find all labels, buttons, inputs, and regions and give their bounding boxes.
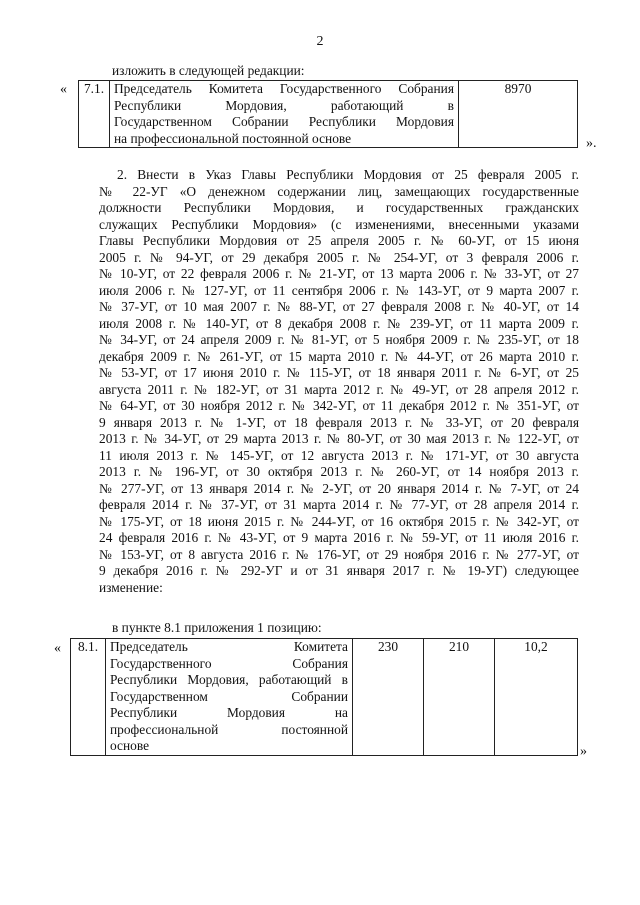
value-col3: 10,2 (495, 639, 578, 756)
paragraph-line: № 153-УГ, от 8 августа 2016 г. № 176-УГ, от 29 ноября 2016 г. № 277-УГ, от (99, 546, 579, 562)
paragraph-line: 24 февраля 2016 г. № 43-УГ, от 9 марта 2016 г. № 59-УГ, от 11 июля 2016 г. (99, 530, 579, 545)
table1-close-quote: ». (586, 136, 597, 151)
row-number: 7.1. (79, 81, 110, 148)
page-number: 2 (316, 34, 324, 49)
position-title-line: основе (110, 738, 150, 753)
paragraph-line: 2. Внести в Указ Главы Республики Мордовия от 25 февраля 2005 г. (117, 167, 579, 182)
paragraph-line: № 37-УГ, от 10 мая 2007 г. № 88-УГ, от 27 февраля 2008 г. № 40-УГ, от 14 (99, 299, 579, 314)
position-title-line: Республики Мордовия, работающий в (110, 672, 348, 687)
paragraph-line: должности Республики Мордовия, и государственных гражданских (99, 200, 579, 215)
position-title (110, 81, 459, 148)
paragraph-line: 2013 г. № 34-УГ, от 29 марта 2013 г. № 80-УГ, от 30 мая 2013 г. № 122-УГ, от (99, 431, 579, 446)
position-title-line: Государственном Собрании (110, 688, 348, 704)
paragraph-line: № 175-УГ, от 18 июня 2015 г. № 244-УГ, от 16 октября 2015 г. № 342-УГ, от (99, 513, 579, 529)
paragraph-line: 9 декабря 2016 г. № 292-УГ и от 31 января 2017 г. № 19-УГ) следующее (99, 563, 579, 578)
paragraph-line: № 34-УГ, от 24 апреля 2009 г. № 81-УГ, от 5 ноября 2009 г. № 235-УГ, от 18 (99, 332, 579, 347)
paragraph-line: декабря 2009 г. № 261-УГ, от 15 марта 2010 г. № 44-УГ, от 26 марта 2010 г. (99, 348, 579, 364)
paragraph-line: 11 июля 2013 г. № 145-УГ, от 12 августа 2013 г. № 171-УГ, от 30 августа (99, 447, 579, 463)
paragraph-2 (99, 167, 579, 596)
value-col1: 230 (353, 639, 424, 756)
paragraph-line: № 64-УГ, от 30 ноября 2012 г. № 342-УГ, от 11 декабря 2012 г. № 351-УГ, от (99, 398, 579, 413)
position-title-line: Председатель Комитета Государственного Собрания (114, 81, 454, 96)
table2-open-quote: « (54, 641, 61, 656)
position-table-2 (70, 638, 578, 756)
table-row (79, 81, 578, 148)
paragraph-line: июля 2008 г. № 140-УГ, от 8 декабря 2008 г. № 239-УГ, от 11 марта 2009 г. (99, 315, 579, 331)
paragraph-line: № 277-УГ, от 13 января 2014 г. № 2-УГ, от 20 января 2014 г. № 7-УГ, от 24 (99, 480, 579, 496)
paragraph-line: служащих Республики Мордовия» (с изменениями, внесенными указами (99, 216, 579, 232)
position-title-line: Государственного Собрания (110, 655, 348, 671)
value-col2: 210 (424, 639, 495, 756)
position-title-line: на профессиональной постоянной основе (114, 130, 352, 146)
table-row (71, 639, 578, 756)
paragraph-line: изменение: (99, 579, 163, 595)
intro-line: изложить в следующей редакции: (112, 63, 305, 78)
position-title-line: Председатель Комитета (110, 639, 348, 654)
table2-close-quote: » (580, 744, 587, 759)
clause-line: в пункте 8.1 приложения 1 позицию: (112, 620, 322, 635)
paragraph-line: августа 2011 г. № 182-УГ, от 31 марта 2012 г. № 49-УГ, от 28 апреля 2012 г. (99, 381, 579, 397)
paragraph-line: июля 2006 г. № 127-УГ, от 11 сентября 2006 г. № 143-УГ, от 9 марта 2007 г. (99, 282, 579, 298)
position-title-line: Государственном Собрании Республики Мордовия (114, 114, 454, 129)
paragraph-line: № 22-УГ «О денежном содержании лиц, замещающих государственные (99, 183, 579, 199)
position-title-line: профессиональной постоянной (110, 721, 348, 737)
paragraph-line: Главы Республики Мордовия от 25 апреля 2005 г. № 60-УГ, от 15 июня (99, 233, 579, 248)
paragraph-line: 2013 г. № 196-УГ, от 30 октября 2013 г. № 260-УГ, от 14 ноября 2013 г. (99, 464, 579, 479)
paragraph-line: 9 января 2013 г. № 1-УГ, от 18 февраля 2013 г. № 33-УГ, от 20 февраля (99, 414, 579, 430)
salary-value: 8970 (459, 81, 578, 148)
paragraph-line: № 53-УГ, от 17 июня 2010 г. № 115-УГ, от 18 января 2011 г. № 6-УГ, от 25 (99, 365, 579, 380)
paragraph-line: № 10-УГ, от 22 февраля 2006 г. № 21-УГ, от 13 марта 2006 г. № 33-УГ, от 27 (99, 266, 579, 281)
position-title-line: Республики Мордовия, работающий в (114, 97, 454, 113)
paragraph-line: февраля 2014 г. № 37-УГ, от 31 марта 2014 г. № 77-УГ, от 28 апреля 2014 г. (99, 497, 579, 512)
paragraph-line: 2005 г. № 94-УГ, от 29 декабря 2005 г. № 254-УГ, от 3 февраля 2006 г. (99, 249, 579, 265)
position-title-line: Республики Мордовия на (110, 705, 348, 720)
row-number: 8.1. (71, 639, 106, 756)
position-title (106, 639, 353, 756)
position-table-1 (78, 80, 578, 148)
table1-open-quote: « (60, 82, 67, 97)
